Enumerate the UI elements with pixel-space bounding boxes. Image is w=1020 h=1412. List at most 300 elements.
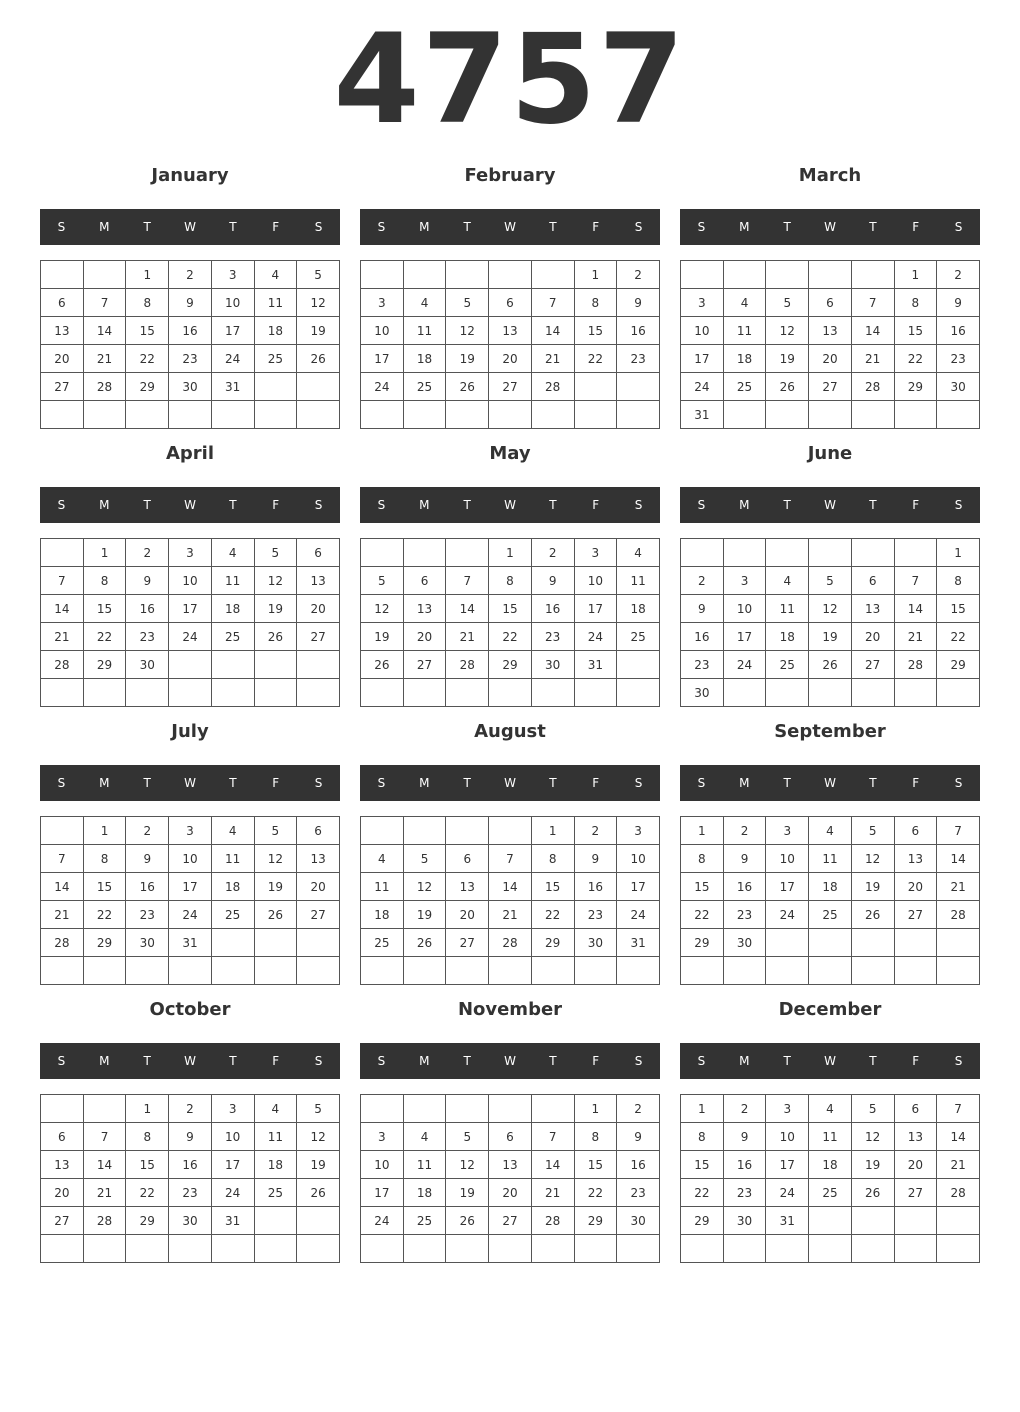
day-cell: 7 (531, 289, 574, 317)
weekday-label: T (869, 220, 877, 234)
day-cell: 30 (681, 679, 724, 707)
week-row (361, 401, 660, 429)
empty-day-cell (937, 1207, 980, 1235)
day-cell: 23 (126, 623, 169, 651)
empty-day-cell (617, 373, 660, 401)
day-cell: 9 (937, 289, 980, 317)
empty-day-cell (254, 1235, 297, 1263)
day-cell: 11 (211, 567, 254, 595)
empty-day-cell (574, 957, 617, 985)
weekday-label: M (99, 1054, 110, 1068)
day-cell: 8 (681, 845, 724, 873)
day-cell: 2 (169, 1095, 212, 1123)
empty-day-cell (894, 539, 937, 567)
day-cell: 5 (851, 1095, 894, 1123)
empty-day-cell (574, 679, 617, 707)
day-cell: 30 (723, 1207, 766, 1235)
weekday-label: T (869, 776, 877, 790)
day-cell: 9 (169, 289, 212, 317)
empty-day-cell (681, 957, 724, 985)
day-cell: 3 (723, 567, 766, 595)
weekday-label: F (592, 498, 600, 512)
day-grid (40, 816, 340, 985)
day-cell: 12 (809, 595, 852, 623)
day-cell: 4 (723, 289, 766, 317)
empty-day-cell (851, 401, 894, 429)
empty-day-cell (254, 957, 297, 985)
empty-day-cell (489, 1235, 532, 1263)
day-cell: 23 (617, 345, 660, 373)
day-cell: 27 (297, 901, 340, 929)
empty-day-cell (574, 373, 617, 401)
empty-day-cell (83, 1095, 126, 1123)
weekday-header (680, 1043, 980, 1079)
day-cell: 17 (169, 595, 212, 623)
day-cell: 30 (126, 651, 169, 679)
day-cell: 1 (574, 1095, 617, 1123)
day-cell: 19 (851, 873, 894, 901)
empty-day-cell (766, 261, 809, 289)
empty-day-cell (894, 679, 937, 707)
day-cell: 17 (617, 873, 660, 901)
empty-day-cell (169, 401, 212, 429)
empty-day-cell (766, 679, 809, 707)
day-cell: 15 (126, 317, 169, 345)
empty-day-cell (41, 817, 84, 845)
weekday-header (40, 1043, 340, 1079)
empty-day-cell (446, 1235, 489, 1263)
day-cell: 21 (851, 345, 894, 373)
weekday-header (40, 209, 340, 245)
empty-day-cell (574, 1235, 617, 1263)
empty-day-cell (254, 651, 297, 679)
empty-day-cell (446, 957, 489, 985)
day-cell: 2 (126, 817, 169, 845)
day-cell: 16 (617, 317, 660, 345)
day-cell: 6 (809, 289, 852, 317)
empty-day-cell (297, 679, 340, 707)
empty-day-cell (254, 929, 297, 957)
day-cell: 25 (211, 623, 254, 651)
empty-day-cell (446, 817, 489, 845)
weekday-label: M (99, 498, 110, 512)
empty-day-cell (403, 1235, 446, 1263)
empty-day-cell (809, 957, 852, 985)
day-cell: 22 (126, 1179, 169, 1207)
week-row (361, 901, 660, 929)
weekday-label: T (549, 498, 557, 512)
day-cell: 8 (937, 567, 980, 595)
day-cell: 28 (937, 901, 980, 929)
day-cell: 7 (489, 845, 532, 873)
week-row (361, 373, 660, 401)
day-cell: 2 (723, 1095, 766, 1123)
day-grid (40, 538, 340, 707)
day-cell: 16 (126, 873, 169, 901)
month-name: August (474, 721, 546, 742)
empty-day-cell (937, 1235, 980, 1263)
day-cell: 26 (297, 1179, 340, 1207)
day-cell: 14 (937, 1123, 980, 1151)
day-cell: 29 (126, 1207, 169, 1235)
weekday-header (40, 487, 340, 523)
day-cell: 8 (126, 289, 169, 317)
weekday-label: F (272, 776, 280, 790)
empty-day-cell (254, 1207, 297, 1235)
day-cell: 6 (297, 817, 340, 845)
empty-day-cell (211, 1235, 254, 1263)
day-cell: 3 (681, 289, 724, 317)
weekday-label: T (463, 498, 471, 512)
day-cell: 5 (254, 817, 297, 845)
day-cell: 9 (169, 1123, 212, 1151)
day-cell: 25 (617, 623, 660, 651)
empty-day-cell (531, 261, 574, 289)
day-cell: 6 (851, 567, 894, 595)
day-cell: 21 (41, 623, 84, 651)
day-cell: 9 (574, 845, 617, 873)
empty-day-cell (937, 957, 980, 985)
weekday-label: T (869, 498, 877, 512)
week-row (681, 1235, 980, 1263)
day-cell: 27 (809, 373, 852, 401)
day-grid (40, 260, 340, 429)
day-cell: 15 (83, 873, 126, 901)
empty-day-cell (489, 817, 532, 845)
week-row (681, 539, 980, 567)
day-cell: 6 (894, 1095, 937, 1123)
day-cell: 6 (297, 539, 340, 567)
week-row (681, 373, 980, 401)
week-row (41, 1095, 340, 1123)
day-cell: 8 (489, 567, 532, 595)
day-cell: 9 (126, 567, 169, 595)
week-row (361, 1095, 660, 1123)
day-cell: 19 (766, 345, 809, 373)
empty-day-cell (446, 1095, 489, 1123)
day-cell: 21 (937, 1151, 980, 1179)
day-cell: 30 (531, 651, 574, 679)
empty-day-cell (723, 1235, 766, 1263)
day-cell: 25 (403, 1207, 446, 1235)
day-cell: 24 (361, 373, 404, 401)
day-cell: 10 (361, 317, 404, 345)
weekday-label: F (912, 1054, 920, 1068)
day-cell: 31 (574, 651, 617, 679)
day-cell: 18 (403, 1179, 446, 1207)
day-cell: 18 (403, 345, 446, 373)
empty-day-cell (894, 929, 937, 957)
empty-day-cell (361, 679, 404, 707)
day-cell: 22 (489, 623, 532, 651)
day-cell: 11 (361, 873, 404, 901)
day-cell: 28 (446, 651, 489, 679)
day-cell: 23 (531, 623, 574, 651)
weekday-label: F (272, 498, 280, 512)
weekday-header (360, 487, 660, 523)
empty-day-cell (297, 401, 340, 429)
weekday-label: S (954, 220, 963, 234)
day-cell: 10 (617, 845, 660, 873)
week-row (41, 929, 340, 957)
day-cell: 5 (297, 261, 340, 289)
week-row (361, 1207, 660, 1235)
day-cell: 15 (681, 1151, 724, 1179)
day-cell: 22 (83, 623, 126, 651)
day-cell: 27 (446, 929, 489, 957)
month-name: September (774, 721, 886, 742)
day-cell: 12 (297, 1123, 340, 1151)
day-cell: 29 (894, 373, 937, 401)
weekday-header (680, 765, 980, 801)
day-cell: 21 (531, 1179, 574, 1207)
day-cell: 1 (83, 817, 126, 845)
day-cell: 4 (254, 261, 297, 289)
day-cell: 1 (894, 261, 937, 289)
day-cell: 19 (446, 345, 489, 373)
empty-day-cell (617, 679, 660, 707)
weekday-label: F (272, 220, 280, 234)
day-cell: 27 (41, 1207, 84, 1235)
day-grid (680, 260, 980, 429)
day-cell: 18 (809, 873, 852, 901)
empty-day-cell (361, 817, 404, 845)
weekday-label: W (184, 220, 196, 234)
day-cell: 7 (894, 567, 937, 595)
empty-day-cell (489, 679, 532, 707)
week-row (681, 873, 980, 901)
empty-day-cell (617, 957, 660, 985)
day-cell: 10 (211, 289, 254, 317)
day-grid (360, 816, 660, 985)
empty-day-cell (809, 1235, 852, 1263)
week-row (361, 261, 660, 289)
week-row (361, 1123, 660, 1151)
day-cell: 7 (83, 289, 126, 317)
day-cell: 11 (403, 1151, 446, 1179)
day-cell: 8 (126, 1123, 169, 1151)
day-cell: 9 (723, 1123, 766, 1151)
day-cell: 15 (574, 1151, 617, 1179)
week-row (41, 567, 340, 595)
day-cell: 23 (169, 345, 212, 373)
day-cell: 16 (681, 623, 724, 651)
weekday-label: S (314, 498, 323, 512)
week-row (361, 623, 660, 651)
weekday-label: T (549, 1054, 557, 1068)
day-cell: 10 (766, 1123, 809, 1151)
weekday-header (360, 209, 660, 245)
day-cell: 26 (254, 901, 297, 929)
week-row (41, 595, 340, 623)
empty-day-cell (403, 539, 446, 567)
day-cell: 16 (723, 873, 766, 901)
weekday-label: W (824, 498, 836, 512)
day-cell: 27 (851, 651, 894, 679)
empty-day-cell (809, 679, 852, 707)
empty-day-cell (894, 401, 937, 429)
day-cell: 14 (41, 873, 84, 901)
day-cell: 17 (361, 345, 404, 373)
day-cell: 28 (41, 929, 84, 957)
week-row (41, 345, 340, 373)
day-cell: 9 (531, 567, 574, 595)
week-row (41, 845, 340, 873)
empty-day-cell (361, 1235, 404, 1263)
weekday-label: S (697, 220, 706, 234)
month-name: June (807, 443, 853, 464)
empty-day-cell (297, 651, 340, 679)
day-cell: 18 (211, 595, 254, 623)
empty-day-cell (809, 929, 852, 957)
day-cell: 31 (211, 373, 254, 401)
week-row (681, 1095, 980, 1123)
week-row (41, 1179, 340, 1207)
day-cell: 22 (574, 1179, 617, 1207)
day-cell: 7 (41, 567, 84, 595)
empty-day-cell (937, 929, 980, 957)
day-cell: 6 (894, 817, 937, 845)
day-cell: 14 (83, 317, 126, 345)
weekday-label: T (549, 776, 557, 790)
day-cell: 14 (937, 845, 980, 873)
day-cell: 29 (681, 1207, 724, 1235)
week-row (361, 539, 660, 567)
weekday-label: M (99, 220, 110, 234)
week-row (681, 901, 980, 929)
week-row (361, 679, 660, 707)
weekday-label: S (377, 220, 386, 234)
day-cell: 22 (681, 1179, 724, 1207)
weekday-label: F (592, 776, 600, 790)
week-row (41, 539, 340, 567)
day-cell: 26 (297, 345, 340, 373)
week-row (361, 957, 660, 985)
empty-day-cell (254, 373, 297, 401)
month-name: December (778, 999, 882, 1020)
day-cell: 14 (489, 873, 532, 901)
week-row (361, 595, 660, 623)
empty-day-cell (83, 261, 126, 289)
day-grid (360, 1094, 660, 1263)
empty-day-cell (126, 1235, 169, 1263)
day-cell: 21 (531, 345, 574, 373)
empty-day-cell (41, 679, 84, 707)
day-cell: 19 (851, 1151, 894, 1179)
weekday-label: M (739, 776, 750, 790)
day-cell: 10 (211, 1123, 254, 1151)
weekday-label: W (824, 776, 836, 790)
day-cell: 28 (531, 1207, 574, 1235)
weekday-label: S (954, 1054, 963, 1068)
day-cell: 11 (254, 1123, 297, 1151)
day-cell: 14 (894, 595, 937, 623)
weekday-label: M (419, 776, 430, 790)
day-cell: 14 (83, 1151, 126, 1179)
day-cell: 3 (211, 261, 254, 289)
weekday-label: M (419, 220, 430, 234)
month-name: October (149, 999, 231, 1020)
day-cell: 24 (574, 623, 617, 651)
week-row (361, 289, 660, 317)
day-cell: 2 (169, 261, 212, 289)
day-cell: 15 (574, 317, 617, 345)
day-cell: 30 (126, 929, 169, 957)
week-row (681, 679, 980, 707)
day-cell: 30 (937, 373, 980, 401)
day-cell: 19 (361, 623, 404, 651)
day-cell: 5 (254, 539, 297, 567)
day-cell: 1 (681, 1095, 724, 1123)
month-name: April (165, 443, 215, 464)
weekday-label: S (314, 220, 323, 234)
day-cell: 26 (361, 651, 404, 679)
day-cell: 18 (723, 345, 766, 373)
day-cell: 6 (41, 1123, 84, 1151)
day-cell: 14 (531, 1151, 574, 1179)
day-cell: 12 (254, 845, 297, 873)
week-row (681, 623, 980, 651)
day-cell: 1 (126, 261, 169, 289)
day-cell: 26 (446, 1207, 489, 1235)
day-cell: 20 (297, 873, 340, 901)
day-cell: 13 (403, 595, 446, 623)
weekday-header (360, 1043, 660, 1079)
day-cell: 4 (254, 1095, 297, 1123)
weekday-label: T (463, 1054, 471, 1068)
empty-day-cell (531, 401, 574, 429)
weekday-label: S (697, 1054, 706, 1068)
empty-day-cell (403, 1095, 446, 1123)
day-cell: 4 (809, 1095, 852, 1123)
day-cell: 19 (297, 317, 340, 345)
day-cell: 22 (681, 901, 724, 929)
day-cell: 26 (766, 373, 809, 401)
week-row (681, 1151, 980, 1179)
empty-day-cell (723, 401, 766, 429)
week-row (361, 817, 660, 845)
empty-day-cell (489, 401, 532, 429)
day-cell: 30 (574, 929, 617, 957)
day-cell: 29 (574, 1207, 617, 1235)
day-cell: 18 (211, 873, 254, 901)
empty-day-cell (937, 679, 980, 707)
day-cell: 8 (681, 1123, 724, 1151)
weekday-label: S (634, 776, 643, 790)
weekday-label: T (783, 220, 791, 234)
week-row (361, 1151, 660, 1179)
day-cell: 28 (937, 1179, 980, 1207)
month-name: November (457, 999, 563, 1020)
day-cell: 18 (617, 595, 660, 623)
weekday-label: W (504, 220, 516, 234)
weekday-label: T (549, 220, 557, 234)
day-cell: 16 (574, 873, 617, 901)
day-cell: 26 (446, 373, 489, 401)
day-cell: 27 (489, 373, 532, 401)
day-cell: 6 (489, 1123, 532, 1151)
day-cell: 27 (403, 651, 446, 679)
empty-day-cell (361, 401, 404, 429)
empty-day-cell (531, 957, 574, 985)
day-cell: 18 (254, 317, 297, 345)
day-cell: 31 (617, 929, 660, 957)
day-cell: 18 (766, 623, 809, 651)
empty-day-cell (723, 539, 766, 567)
day-cell: 1 (531, 817, 574, 845)
day-cell: 1 (83, 539, 126, 567)
day-cell: 23 (574, 901, 617, 929)
